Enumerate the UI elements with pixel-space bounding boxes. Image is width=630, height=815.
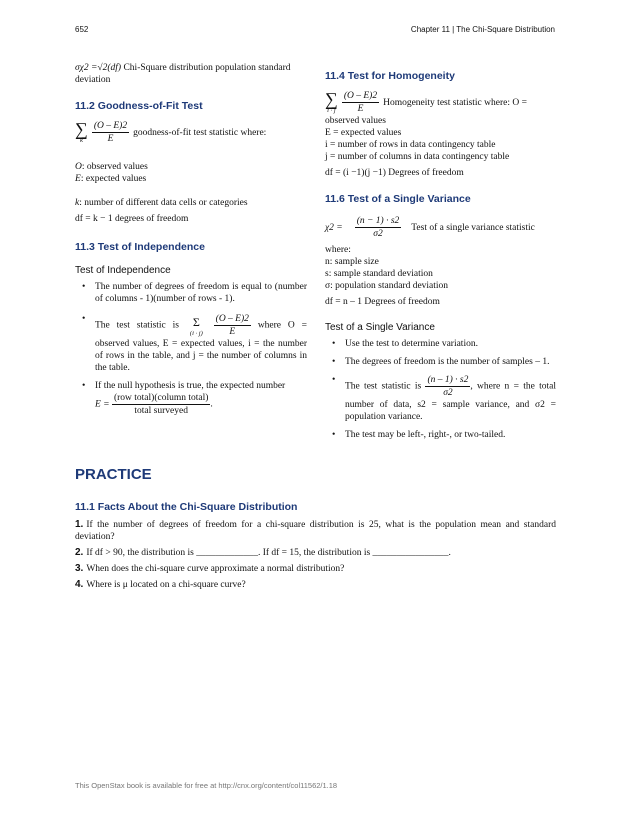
- section-11-2-title: 11.2 Goodness-of-Fit Test: [75, 100, 203, 112]
- variance-formula-text: Test of a single variance statistic: [411, 222, 535, 233]
- std-dev-line: [75, 62, 307, 86]
- homogeneity-line-1: observed values: [325, 116, 386, 126]
- variance-formula: [325, 215, 556, 240]
- homogeneity-formula: [325, 90, 556, 115]
- variance-df: df = n – 1 Degrees of freedom: [325, 297, 440, 307]
- std-dev-formula: σχ2 =√2(df): [75, 63, 122, 73]
- list-item: • Use the test to determine variation.: [345, 338, 556, 350]
- chapter-header: Chapter 11 | The Chi-Square Distribution: [410, 25, 555, 34]
- section-11-6-title: 11.6 Test of a Single Variance: [325, 193, 471, 205]
- gof-formula-text: goodness-of-fit test statistic where:: [133, 127, 267, 138]
- homogeneity-line-3: i = number of rows in data contingency table: [325, 140, 496, 150]
- def-e: E: expected values: [75, 174, 147, 184]
- left-column: [75, 58, 307, 423]
- def-o: O: observed values: [75, 162, 148, 172]
- summation-symbol: ∑ k: [75, 119, 88, 144]
- list-item: • The test statistic is Σ (i · j) $\frac{(O - E)2}{E}$ where O = observed values, E = expected values, i = the number of rows in the table, and j = the number of columns in the table.: [95, 313, 307, 374]
- variance-line-3: σ: population standard deviation: [325, 281, 449, 291]
- std-dev-text: Chi-Square distribution population standard deviation: [75, 63, 291, 85]
- question-item: 1. If the number of degrees of freedom for a chi-square distribution is 25, what is the population mean and standard deviation?: [75, 519, 556, 542]
- variance-fraction: $\frac{(n - 1) \cdot s2}{\sigma 2}$: [356, 216, 400, 239]
- gof-fraction: $\frac{(O - E)2}{E}$: [93, 121, 128, 144]
- footer-attribution: This OpenStax book is available for free at http://cnx.org/content/col11562/1.18: [75, 781, 338, 790]
- question-item: 2. If df > 90, the distribution is _____________. If df = 15, the distribution is ________________.: [75, 547, 451, 558]
- single-variance-list: [325, 338, 556, 441]
- independence-subhead: Test of Independence: [75, 265, 171, 276]
- summation-symbol: ∑ i · j: [325, 89, 338, 114]
- gof-df: df = k − 1 degrees of freedom: [75, 214, 189, 224]
- list-item: • The test statistic is $\frac{(n - 1) \cdot s2}{\sigma 2}$ , where n = the total number of data, s2 = sample variance, and σ2 = population variance.: [345, 374, 556, 423]
- practice-subtitle: 11.1 Facts About the Chi-Square Distribution: [75, 501, 298, 513]
- variance-where: where:: [325, 245, 351, 255]
- homogeneity-formula-text: Homogeneity test statistic where: O =: [383, 97, 527, 108]
- chi-square-lhs: χ2 =: [325, 222, 343, 233]
- variance-line-2: s: sample standard deviation: [325, 269, 433, 279]
- gof-formula: [75, 120, 307, 145]
- homogeneity-fraction: $\frac{(O - E)2}{E}$: [343, 91, 378, 114]
- list-item: • If the null hypothesis is true, the expected number E = $\frac{\text{(row total)(column total)}}{\text{total surveyed}}$ .: [95, 380, 307, 417]
- def-k: k: number of different data cells or categories: [75, 198, 248, 208]
- single-variance-subhead: Test of a Single Variance: [325, 322, 435, 333]
- section-11-4-title: 11.4 Test for Homogeneity: [325, 70, 455, 82]
- section-11-3-title: 11.3 Test of Independence: [75, 241, 205, 253]
- independence-list: [75, 281, 307, 417]
- question-item: 4. Where is μ located on a chi-square curve?: [75, 579, 246, 590]
- homogeneity-line-2: E = expected values: [325, 128, 402, 138]
- homogeneity-df: df = (i −1)(j −1) Degrees of freedom: [325, 168, 464, 178]
- list-item: • The number of degrees of freedom is equal to (number of columns - 1)(number of rows - 1).: [95, 281, 307, 305]
- right-column: [325, 58, 556, 447]
- question-item: 3. When does the chi-square curve approximate a normal distribution?: [75, 563, 345, 574]
- homogeneity-line-4: j = number of columns in data contingency table: [325, 152, 510, 162]
- page-number: 652: [75, 25, 89, 34]
- variance-line-1: n: sample size: [325, 257, 379, 267]
- practice-questions: [75, 519, 556, 595]
- practice-title: PRACTICE: [75, 466, 152, 483]
- list-item: • The test may be left-, right-, or two-tailed.: [345, 429, 556, 441]
- list-item: • The degrees of freedom is the number of samples – 1.: [345, 356, 556, 368]
